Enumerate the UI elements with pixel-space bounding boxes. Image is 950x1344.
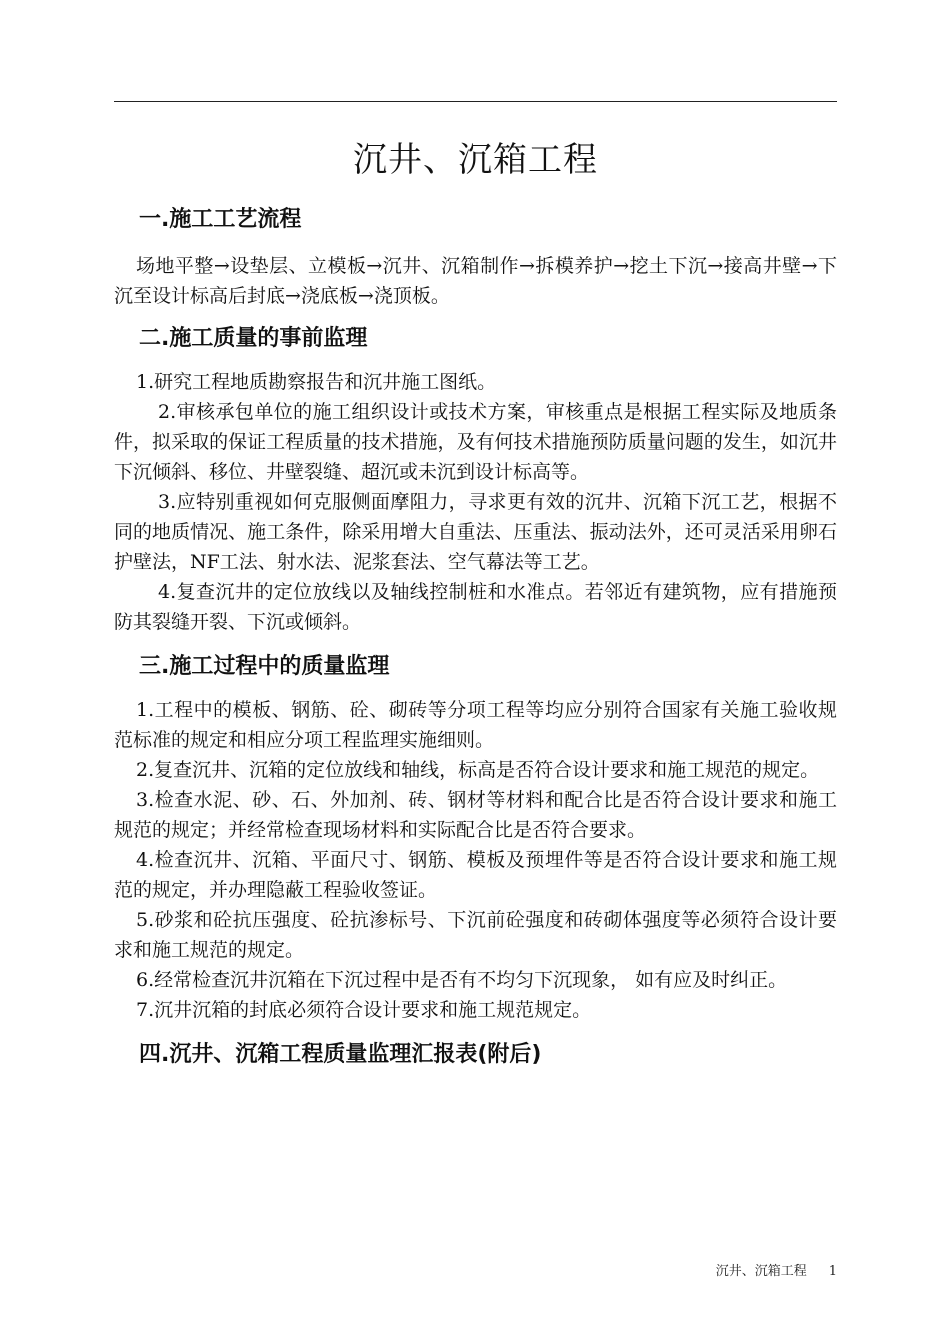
document-body xyxy=(114,204,837,1071)
document-title: 沉井、沉箱工程 xyxy=(353,140,598,180)
footer-title: 沉井、沉箱工程 xyxy=(715,1264,807,1279)
paragraph: 1.研究工程地质勘察报告和沉井施工图纸。 xyxy=(136,371,497,393)
paragraph: 5.砂浆和砼抗压强度、砼抗渗标号、下沉前砼强度和砖砌体强度等必须符合设计要求和施工规范的规定。 xyxy=(114,909,837,961)
page-number: 1 xyxy=(828,1264,837,1279)
paragraph: 1.工程中的模板、钢筋、砼、砌砖等分项工程等均应分别符合国家有关施工验收规范标准的规定和相应分项工程监理实施细则。 xyxy=(114,699,837,751)
paragraph: 2.审核承包单位的施工组织设计或技术方案，审核重点是根据工程实际及地质条件，拟采取的保证工程质量的技术措施，及有何技术措施预防质量问题的发生，如沉井下沉倾斜、移位、井壁裂缝、超沉或未沉到设计标高等。 xyxy=(114,401,837,483)
paragraph: 2.复查沉井、沉箱的定位放线和轴线，标高是否符合设计要求和施工规范的规定。 xyxy=(136,759,820,781)
header-rule xyxy=(114,101,837,102)
section-heading: 三.施工过程中的质量监理 xyxy=(139,654,390,679)
section-heading: 一.施工工艺流程 xyxy=(139,207,302,232)
paragraph: 3.应特别重视如何克服侧面摩阻力，寻求更有效的沉井、沉箱下沉工艺，根据不同的地质情况、施工条件，除采用增大自重法、压重法、振动法外，还可灵活采用卵石护壁法，NF工法、射水法、泥浆套法、空气幕法等工艺。 xyxy=(114,491,837,573)
page-footer xyxy=(600,1260,837,1279)
paragraph: 3.检查水泥、砂、石、外加剂、砖、钢材等材料和配合比是否符合设计要求和施工规范的规定；并经常检查现场材料和实际配合比是否符合要求。 xyxy=(114,789,837,841)
paragraph: 场地平整→设垫层、立模板→沉井、沉箱制作→拆模养护→挖土下沉→接高井壁→下沉至设计标高后封底→浇底板→浇顶板。 xyxy=(114,255,837,307)
paragraph: 4.检查沉井、沉箱、平面尺寸、钢筋、模板及预埋件等是否符合设计要求和施工规范的规定，并办理隐蔽工程验收签证。 xyxy=(114,849,837,901)
section-heading: 二.施工质量的事前监理 xyxy=(139,326,368,351)
paragraph: 6.经常检查沉井沉箱在下沉过程中是否有不均匀下沉现象， 如有应及时纠正。 xyxy=(136,969,788,991)
paragraph: 7.沉井沉箱的封底必须符合设计要求和施工规范规定。 xyxy=(136,999,592,1021)
paragraph: 4.复查沉井的定位放线以及轴线控制桩和水准点。若邻近有建筑物，应有措施预防其裂缝开裂、下沉或倾斜。 xyxy=(114,581,837,633)
section-heading: 四.沉井、沉箱工程质量监理汇报表(附后) xyxy=(139,1042,542,1067)
